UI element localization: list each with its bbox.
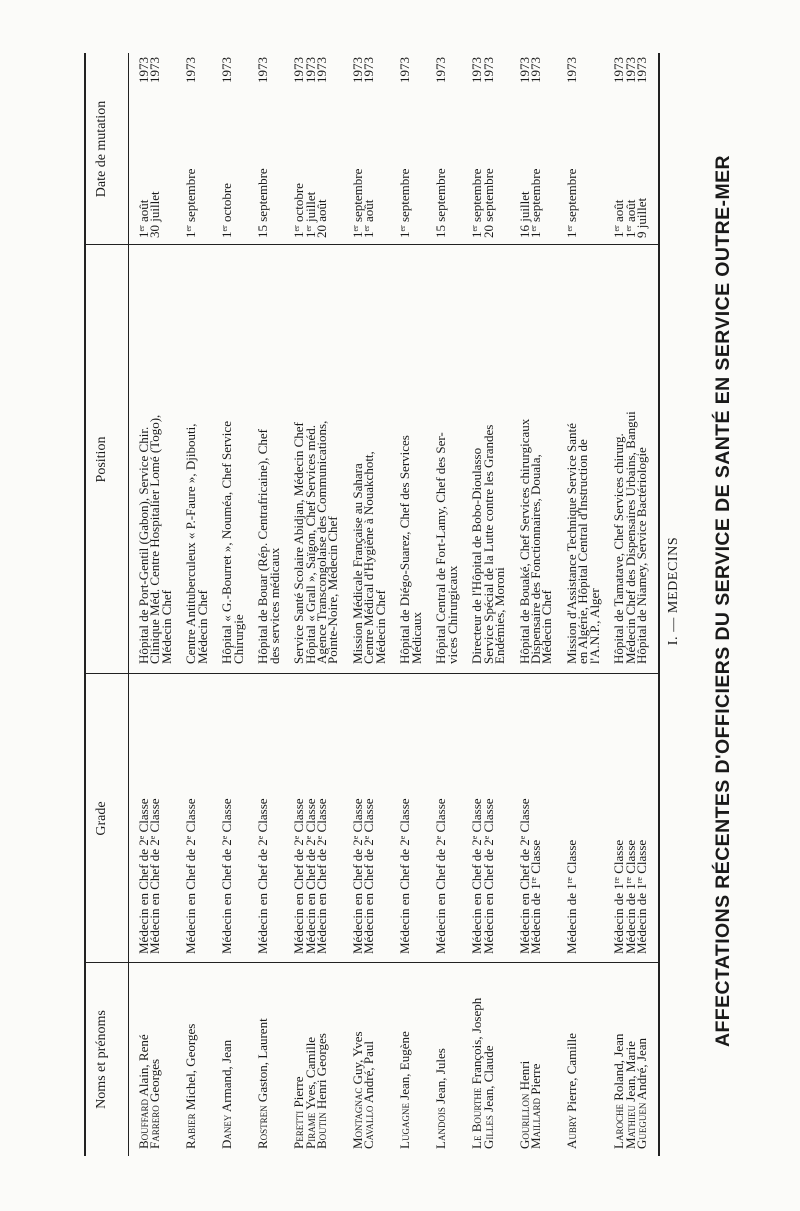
surname: Gueguen bbox=[634, 1102, 650, 1149]
surname: Landois bbox=[433, 1107, 449, 1149]
page-title: AFFECTATIONS RÉCENTES D'OFFICIERS DU SERVICE DE SANTÉ EN SERVICE OUTRE-MER bbox=[712, 155, 734, 1047]
table-row bbox=[266, 53, 282, 1156]
position-cell: Médecin Chef bbox=[194, 589, 210, 664]
table-row-group bbox=[516, 53, 555, 1156]
surname: Boutin bbox=[314, 1112, 330, 1149]
table-row bbox=[586, 53, 602, 1156]
position-cell: Centre Antituberculeux « P.-Faure », Djibouti, bbox=[183, 423, 199, 664]
grade-cell: Médecin en Chef de 2e Classe bbox=[255, 798, 271, 954]
surname: Pirame bbox=[302, 1112, 318, 1149]
mutation-year: 1973 bbox=[433, 57, 449, 83]
grade-cell: Médecin en Chef de 2e Classe bbox=[469, 798, 485, 954]
grade-cell: Médecin de 1re Classe bbox=[528, 839, 544, 954]
person-name bbox=[480, 1045, 496, 1149]
table-row-group bbox=[469, 53, 508, 1156]
table-row bbox=[325, 53, 341, 1156]
mutation-year: 1973 bbox=[469, 57, 485, 83]
surname: Rabier bbox=[183, 1113, 199, 1149]
mutation-date: 1er octobre bbox=[291, 183, 307, 238]
position-cell: Médicaux bbox=[408, 612, 424, 664]
table-row-group bbox=[221, 53, 244, 1156]
mutation-year: 1973 bbox=[480, 57, 496, 83]
mutation-year: 1973 bbox=[255, 57, 271, 83]
position-cell: des services médicaux bbox=[266, 547, 282, 664]
given-names: André, Paul bbox=[361, 1041, 377, 1106]
position-cell: en Algérie, Hôpital Central d'Instruction de bbox=[575, 439, 591, 664]
table-row bbox=[408, 53, 424, 1156]
given-names: François, Joseph bbox=[469, 997, 485, 1088]
grade-cell: Médecin en Chef de 2e Classe bbox=[302, 798, 318, 954]
person-name bbox=[397, 1031, 413, 1149]
given-names: Pierre bbox=[291, 1076, 307, 1111]
position-cell: Hôpital Central de Fort-Lamy, Chef des Ser- bbox=[433, 432, 449, 664]
surname: Farrero bbox=[147, 1105, 163, 1149]
grade-cell: Médecin en Chef de 2e Classe bbox=[516, 798, 532, 954]
surname: Mathieu bbox=[622, 1104, 638, 1149]
section-title: I. — MEDECINS bbox=[666, 536, 681, 646]
mutation-year: 1973 bbox=[528, 57, 544, 83]
table-row bbox=[372, 53, 388, 1156]
given-names: Michel, Georges bbox=[183, 1023, 199, 1114]
surname: Cavallo bbox=[361, 1105, 377, 1149]
surname: Aubry bbox=[564, 1115, 580, 1149]
table-row bbox=[539, 53, 555, 1156]
position-cell: Hôpital « Grall », Saïgon, Chef Services méd. bbox=[302, 424, 318, 664]
grade-cell: Médecin de 1re Classe bbox=[611, 839, 627, 954]
mutation-date: 1er août bbox=[622, 199, 638, 238]
position-cell: Hôpital de Tamatave, Chef Services chirurg. bbox=[611, 433, 627, 664]
table-body bbox=[138, 53, 661, 1156]
given-names: Jean, Marie bbox=[622, 1041, 638, 1105]
person-name bbox=[528, 1063, 544, 1149]
mutation-year: 1973 bbox=[634, 57, 650, 83]
grade-cell: Médecin de 1re Classe bbox=[622, 839, 638, 954]
table-row bbox=[492, 53, 508, 1156]
given-names: Jean, Eugène bbox=[397, 1031, 413, 1104]
grade-cell: Médecin en Chef de 2e Classe bbox=[361, 798, 377, 954]
position-cell: Service Spécial de la Lutte contre les Grandes bbox=[480, 424, 496, 664]
table-row bbox=[158, 53, 174, 1156]
mutation-date: 30 juillet bbox=[147, 191, 163, 238]
mutation-date: 15 septembre bbox=[433, 168, 449, 238]
mutation-year: 1973 bbox=[302, 57, 318, 83]
mutation-date: 1er septembre bbox=[469, 168, 485, 238]
grade-cell: Médecin en Chef de 2e Classe bbox=[314, 798, 330, 954]
position-cell: Hôpital de Niamey, Service Bactériologie bbox=[634, 447, 650, 664]
column-header-date: Date de mutation bbox=[94, 100, 109, 198]
grade-cell: Médecin en Chef de 2e Classe bbox=[147, 798, 163, 954]
position-cell: Médecin Chef bbox=[158, 589, 174, 664]
mutation-date: 20 août bbox=[314, 199, 330, 238]
position-cell: Agence Transcongolaise des Communications, bbox=[314, 420, 330, 664]
table-row bbox=[194, 53, 210, 1156]
grade-cell: Médecin en Chef de 2e Classe bbox=[136, 798, 151, 954]
table-row-group bbox=[566, 53, 600, 1156]
table-row-group bbox=[257, 53, 280, 1156]
person-name bbox=[183, 1023, 199, 1149]
person-name bbox=[634, 1037, 650, 1149]
given-names: Gaston, Laurent bbox=[255, 1018, 271, 1106]
grade-cell: Médecin de 1re Classe bbox=[634, 839, 650, 954]
position-cell: Centre Médical d'Hygiène à Nouakchott, bbox=[361, 451, 377, 664]
position-cell: Hôpital de Bouaké, Chef Services chirurgicaux bbox=[516, 418, 532, 664]
mutation-date: 1er septembre bbox=[350, 168, 366, 238]
surname: Daney bbox=[219, 1114, 235, 1149]
mutation-date: 16 juillet bbox=[516, 191, 532, 238]
given-names: Roland, Jean bbox=[611, 1033, 627, 1105]
person-name bbox=[564, 1033, 580, 1149]
column-header-name: Noms et prénoms bbox=[94, 1010, 109, 1109]
mutation-year: 1973 bbox=[350, 57, 366, 83]
mutation-date: 1er septembre bbox=[397, 168, 413, 238]
given-names: André, Jean bbox=[634, 1037, 650, 1103]
mutation-year: 1973 bbox=[291, 57, 307, 83]
surname: Gilles bbox=[480, 1115, 496, 1149]
mutation-year: 1973 bbox=[611, 57, 627, 83]
mutation-year: 1973 bbox=[136, 57, 151, 83]
position-cell: Médecin Chef bbox=[539, 589, 555, 664]
given-names: Georges bbox=[147, 1058, 163, 1106]
mutation-year: 1973 bbox=[183, 57, 199, 83]
grade-cell: Médecin en Chef de 2e Classe bbox=[397, 798, 413, 954]
position-cell: Chirurgie bbox=[230, 614, 246, 664]
table-row bbox=[444, 53, 460, 1156]
person-name bbox=[361, 1041, 377, 1149]
position-cell: Pointe-Noire, Médecin Chef bbox=[325, 516, 341, 664]
table-row-group bbox=[352, 53, 386, 1156]
position-cell: Hôpital de Port-Gentil (Gabon), Service Chir. bbox=[136, 426, 151, 664]
mutation-date: 1er septembre bbox=[528, 168, 544, 238]
mutation-year: 1973 bbox=[516, 57, 532, 83]
table-header-rule bbox=[128, 53, 129, 1156]
position-cell: Médecin Chef des Dispensaires Urbains, Bangui bbox=[622, 411, 638, 664]
person-name bbox=[147, 1058, 163, 1149]
given-names: Jean, Jules bbox=[433, 1048, 449, 1108]
surname: Gourillon bbox=[516, 1093, 532, 1149]
mutation-year: 1973 bbox=[564, 57, 580, 83]
given-names: Armand, Jean bbox=[219, 1039, 235, 1115]
table-row-group bbox=[399, 53, 422, 1156]
surname: Peretti bbox=[291, 1110, 307, 1149]
grade-cell: Médecin en Chef de 2e Classe bbox=[291, 798, 307, 954]
table-top-rule bbox=[84, 53, 86, 1156]
given-names: Henri bbox=[516, 1060, 532, 1094]
given-names: Henri Georges bbox=[314, 1033, 330, 1113]
table-row-group bbox=[138, 53, 172, 1156]
mutation-date: 1er juillet bbox=[302, 191, 318, 238]
surname: Laroche bbox=[611, 1104, 627, 1149]
mutation-date: 1er août bbox=[136, 199, 151, 238]
grade-cell: Médecin en Chef de 2e Classe bbox=[350, 798, 366, 954]
position-cell: Clinique Méd. Centre Hospitalier Lomé (Togo), bbox=[147, 414, 163, 664]
position-cell: Service Santé Scolaire Abidjan, Médecin Chef bbox=[291, 422, 307, 664]
mutation-date: 1er septembre bbox=[183, 168, 199, 238]
person-name bbox=[219, 1039, 235, 1149]
grade-cell: Médecin en Chef de 2e Classe bbox=[433, 798, 449, 954]
table-row-group bbox=[611, 53, 650, 1156]
given-names: Pierre, Camille bbox=[564, 1033, 580, 1116]
position-cell: Dispensaire des Fonctionnaires, Douala, bbox=[528, 454, 544, 664]
mutation-date: 9 juillet bbox=[634, 197, 650, 238]
given-names: Pierre bbox=[528, 1063, 544, 1098]
position-cell: Hôpital « G.-Bourret », Nouméa, Chef Service bbox=[219, 421, 235, 664]
table-row bbox=[230, 53, 246, 1156]
position-cell: Mission d'Assistance Technique Service Santé bbox=[564, 423, 580, 664]
mutation-date: 1er septembre bbox=[564, 168, 580, 238]
mutation-date: 1er août bbox=[611, 199, 627, 238]
table-row bbox=[219, 53, 235, 1156]
grade-cell: Médecin en Chef de 2e Classe bbox=[219, 798, 235, 954]
grade-cell: Médecin en Chef de 2e Classe bbox=[183, 798, 199, 954]
table-row-group bbox=[293, 53, 339, 1156]
given-names: Alain, René bbox=[136, 1034, 151, 1099]
grade-cell: Médecin en Chef de 2e Classe bbox=[480, 798, 496, 954]
table-row bbox=[397, 53, 413, 1156]
position-cell: vices Chirurgicaux bbox=[444, 565, 460, 664]
mutation-year: 1973 bbox=[147, 57, 163, 83]
person-name bbox=[255, 1018, 271, 1149]
given-names: Guy, Yves bbox=[350, 1031, 366, 1088]
mutation-year: 1973 bbox=[622, 57, 638, 83]
position-cell: Endémies, Moroni bbox=[492, 567, 508, 664]
position-cell: Hôpital de Diégo-Suarez, Chef des Services bbox=[397, 435, 413, 664]
position-cell: Directeur de l'Hôpital de Bobo-Dioulasso bbox=[469, 447, 485, 664]
surname: Le Bourthe bbox=[469, 1087, 485, 1149]
position-cell: Médecin Chef bbox=[372, 589, 388, 664]
assignments-table bbox=[84, 53, 659, 1156]
mutation-date: 15 septembre bbox=[255, 168, 271, 238]
position-cell: Hôpital de Bouar (Rép. Centrafricaine), Chef bbox=[255, 429, 271, 664]
mutation-date: 1er août bbox=[361, 199, 377, 238]
table-row bbox=[634, 53, 650, 1156]
mutation-year: 1973 bbox=[314, 57, 330, 83]
person-name bbox=[314, 1033, 330, 1149]
surname: Maillard bbox=[528, 1097, 544, 1149]
position-cell: Mission Médicale Française au Sahara bbox=[350, 463, 366, 664]
mutation-year: 1973 bbox=[219, 57, 235, 83]
column-header-position: Position bbox=[94, 436, 109, 483]
grade-cell: Médecin de 1re Classe bbox=[564, 839, 580, 954]
surname: Bouffard bbox=[136, 1098, 151, 1149]
mutation-year: 1973 bbox=[361, 57, 377, 83]
surname: Montagnac bbox=[350, 1087, 366, 1149]
person-name bbox=[433, 1048, 449, 1149]
column-header-grade: Grade bbox=[94, 801, 109, 836]
mutation-date: 1er octobre bbox=[219, 183, 235, 238]
given-names: Jean, Claude bbox=[480, 1045, 496, 1116]
position-cell: l'A.N.P., Alger bbox=[586, 588, 602, 664]
table-row-group bbox=[435, 53, 458, 1156]
surname: Lugagne bbox=[397, 1103, 413, 1149]
mutation-year: 1973 bbox=[397, 57, 413, 83]
mutation-date: 20 septembre bbox=[480, 168, 496, 238]
given-names: Yves, Camille bbox=[302, 1036, 318, 1113]
table-row-group bbox=[185, 53, 208, 1156]
surname: Rostren bbox=[255, 1105, 271, 1149]
